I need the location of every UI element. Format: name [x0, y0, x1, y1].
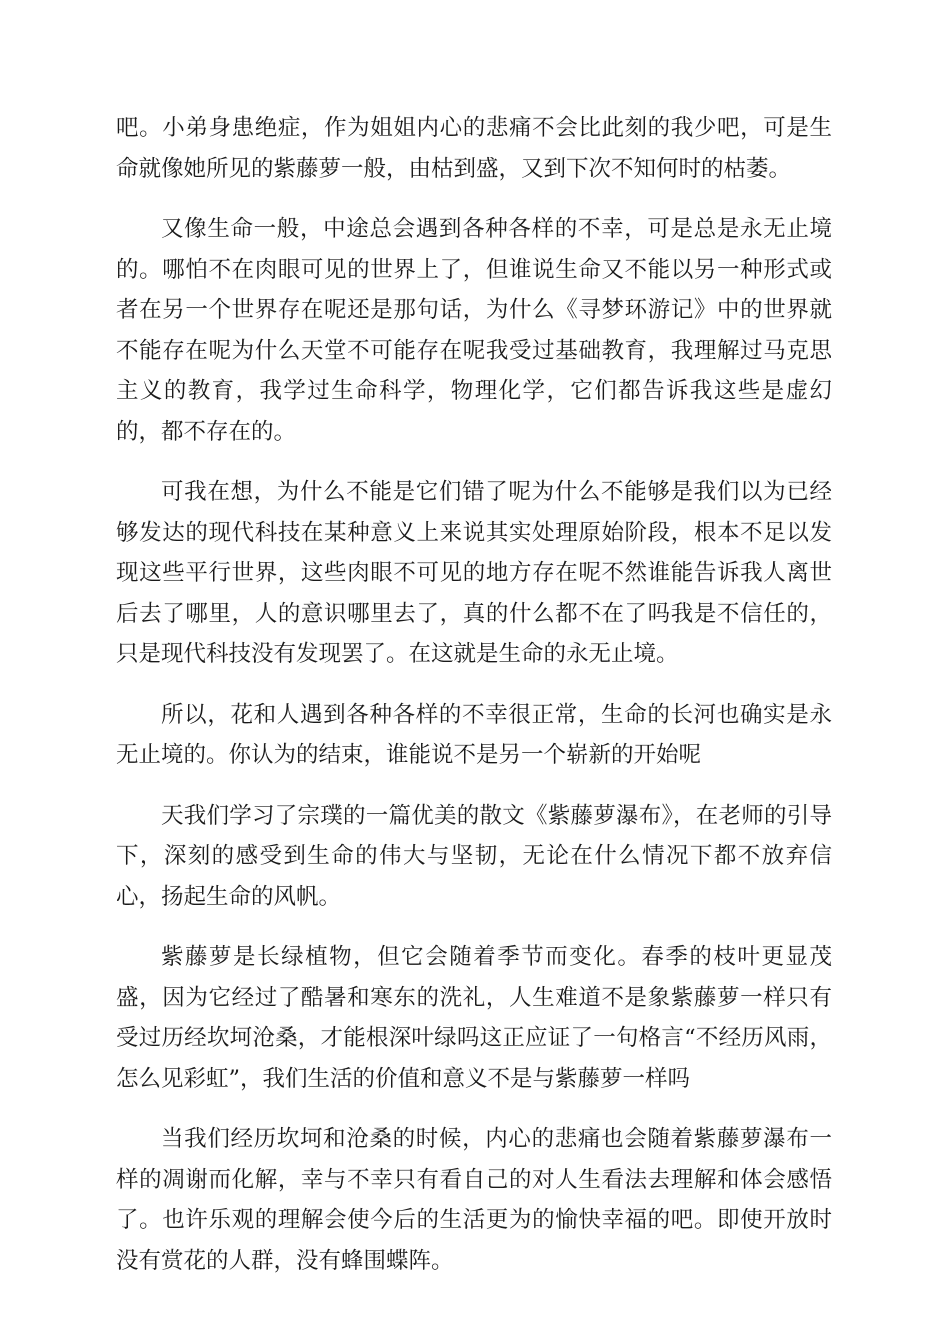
paragraph-7: 当我们经历坎坷和沧桑的时候，内心的悲痛也会随着紫藤萝瀑布一样的凋谢而化解，幸与不幸只有看自己的对人生看法去理解和体会感悟了。也许乐观的理解会使今后的生活更为的愉快幸福的吧。即使开放时没有赏花的人群，没有蜂围蝶阵。 [116, 1126, 832, 1274]
paragraph-4: 所以，花和人遇到各种各样的不幸很正常，生命的长河也确实是永无止境的。你认为的结束，谁能说不是另一个崭新的开始呢 [116, 701, 832, 768]
paragraph-6: 紫藤萝是长绿植物，但它会随着季节而变化。春季的枝叶更显茂盛，因为它经过了酷暑和寒东的洗礼，人生难道不是象紫藤萝一样只有受过历经坎坷沧桑，才能根深叶绿吗这正应证了一句格言“不经历风雨，怎么见彩虹”，我们生活的价值和意义不是与紫藤萝一样吗 [116, 944, 832, 1092]
document-body [116, 108, 832, 1301]
paragraph-5: 天我们学习了宗璞的一篇优美的散文《紫藤萝瀑布》，在老师的引导下，深刻的感受到生命的伟大与坚韧，无论在什么情况下都不放弃信心，扬起生命的风帆。 [116, 802, 832, 910]
paragraph-1: 吧。小弟身患绝症，作为姐姐内心的悲痛不会比此刻的我少吧，可是生命就像她所见的紫藤萝一般，由枯到盛，又到下次不知何时的枯萎。 [116, 115, 832, 182]
paragraph-3: 可我在想，为什么不能是它们错了呢为什么不能够是我们以为已经够发达的现代科技在某种意义上来说其实处理原始阶段，根本不足以发现这些平行世界，这些肉眼不可见的地方存在呢不然谁能告诉我人离世后去了哪里，人的意识哪里去了，真的什么都不在了吗我是不信任的，只是现代科技没有发现罢了。在这就是生命的永无止境。 [116, 479, 832, 667]
paragraph-2: 又像生命一般，中途总会遇到各种各样的不幸，可是总是永无止境的。哪怕不在肉眼可见的世界上了，但谁说生命又不能以另一种形式或者在另一个世界存在呢还是那句话，为什么《寻梦环游记》中的世界就不能存在呢为什么天堂不可能存在呢我受过基础教育，我理解过马克思主义的教育，我学过生命科学，物理化学，它们都告诉我这些是虚幻的，都不存在的。 [116, 216, 832, 445]
